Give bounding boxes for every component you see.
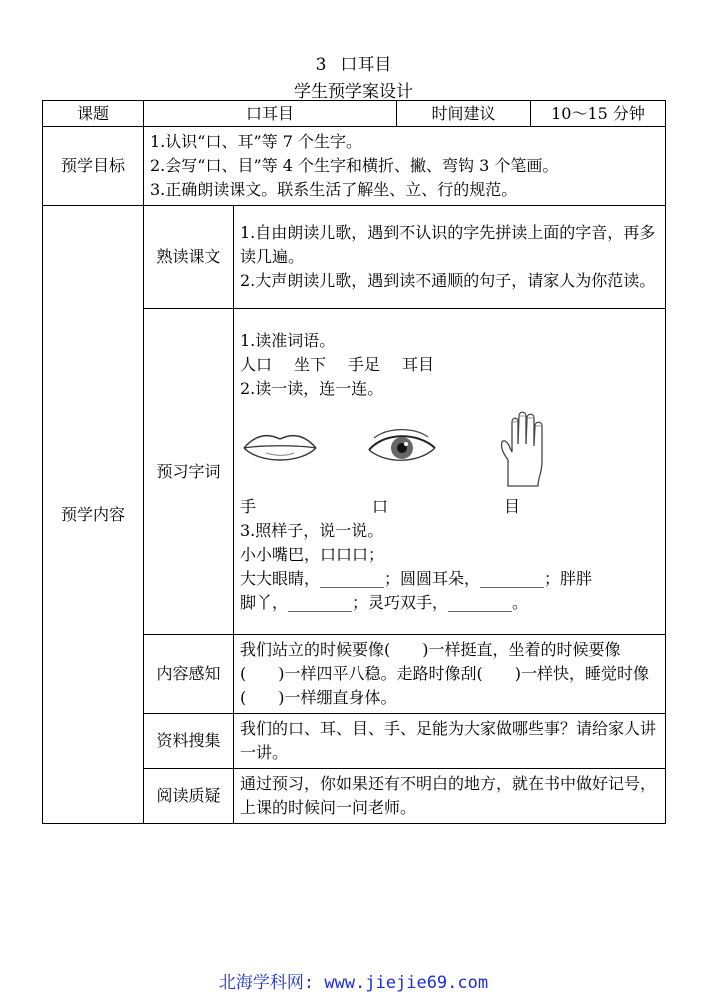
questioning-text: 通过预习，你如果还有不明白的地方，就在书中做好记号，上课的时候问一问老师。 bbox=[234, 769, 666, 824]
words-label: 预习字词 bbox=[144, 309, 234, 635]
fill-line: 大大眼睛，________；圆圆耳朵，________；胖胖 bbox=[240, 568, 593, 588]
fill-line: 脚丫，________；灵巧双手，________。 bbox=[240, 592, 529, 612]
eye-icon bbox=[366, 428, 438, 468]
match-label-hand: 手 bbox=[240, 496, 257, 516]
words-q1: 1.读准词语。 bbox=[240, 330, 336, 350]
goals-label: 预学目标 bbox=[43, 127, 144, 206]
topic-value: 口耳目 bbox=[144, 101, 397, 127]
preview-table bbox=[42, 100, 666, 824]
lips-icon bbox=[242, 428, 318, 468]
topic-label: 课题 bbox=[43, 101, 144, 127]
words-q3: 3.照样子，说一说。 bbox=[240, 520, 384, 540]
questioning-label: 阅读质疑 bbox=[144, 769, 234, 824]
perception-text: 我们站立的时候要像( )一样挺直，坐着的时候要像( )一样四平八稳。走路时像刮( )一样快，睡觉时像( )一样绷直身体。 bbox=[234, 635, 666, 714]
reading-item: 2.大声朗读儿歌，遇到读不通顺的句子，请家人为你范读。 bbox=[240, 271, 656, 290]
match-images bbox=[240, 407, 660, 489]
goal-item: 2.会写“口、目”等 4 个生字和横折、撇、弯钩 3 个笔画。 bbox=[150, 156, 559, 175]
time-label: 时间建议 bbox=[397, 101, 531, 127]
hand-icon bbox=[498, 408, 558, 488]
example-line: 小小嘴巴，口口口； bbox=[240, 544, 385, 564]
words-content bbox=[234, 309, 666, 635]
collection-text: 我们的口、耳、目、手、足能为大家做哪些事？请给家人讲一讲。 bbox=[234, 714, 666, 769]
content-label: 预学内容 bbox=[43, 206, 144, 824]
word-list bbox=[240, 353, 660, 377]
collection-label: 资料搜集 bbox=[144, 714, 234, 769]
words-q2: 2.读一读，连一连。 bbox=[240, 378, 384, 398]
match-label-eye: 目 bbox=[504, 496, 521, 516]
word-item: 人口 bbox=[240, 354, 273, 374]
reading-item: 1.自由朗读儿歌，遇到不认识的字先拼读上面的字音，再多读几遍。 bbox=[240, 223, 656, 266]
match-label-mouth: 口 bbox=[372, 496, 389, 516]
reading-label: 熟读课文 bbox=[144, 206, 234, 309]
word-item: 手足 bbox=[348, 354, 381, 374]
match-labels bbox=[240, 495, 660, 519]
footer-watermark: 北海学科网: www.jiejie69.com bbox=[218, 973, 489, 993]
lesson-number: 3 bbox=[315, 55, 327, 75]
time-value: 10～15 分钟 bbox=[531, 101, 666, 127]
perception-label: 内容感知 bbox=[144, 635, 234, 714]
reading-text bbox=[234, 206, 666, 309]
word-item: 坐下 bbox=[294, 354, 327, 374]
goals-list bbox=[144, 127, 666, 206]
lesson-title: 口耳目 bbox=[340, 55, 392, 75]
goal-item: 3.正确朗读课文。联系生活了解坐、立、行的规范。 bbox=[150, 180, 518, 199]
goal-item: 1.认识“口、耳”等 7 个生字。 bbox=[150, 132, 362, 151]
word-item: 耳目 bbox=[402, 354, 435, 374]
doc-title: 学生预学案设计 bbox=[294, 82, 413, 102]
lesson-heading bbox=[0, 50, 707, 75]
